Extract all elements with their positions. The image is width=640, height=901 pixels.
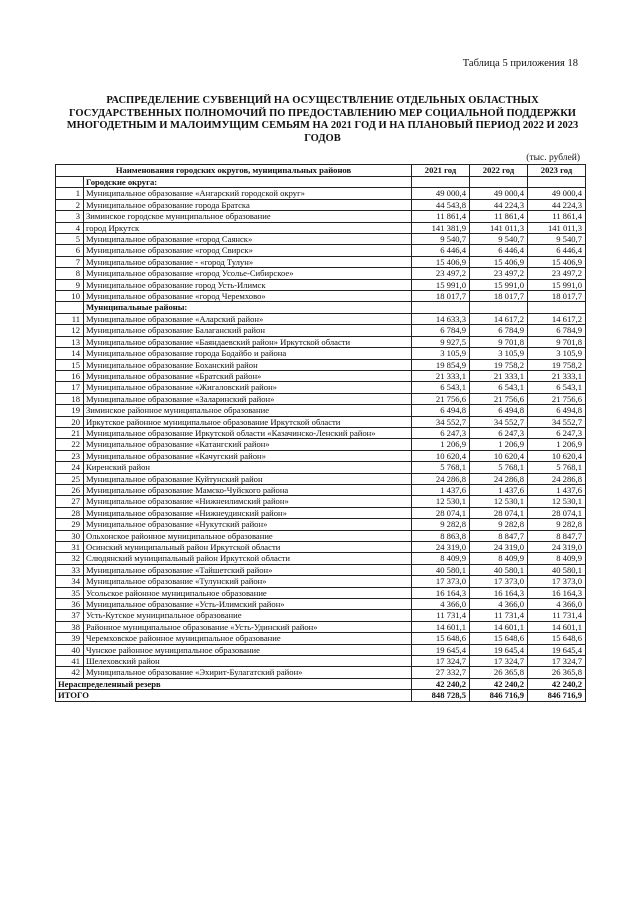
- value-2021: 40 580,1: [412, 564, 470, 575]
- value-2022: 42 240,2: [470, 678, 528, 689]
- municipality-name: Муниципальное образование Мамско-Чуйского района: [84, 484, 412, 495]
- value-2022: 6 784,9: [470, 325, 528, 336]
- value-2021: 18 017,7: [412, 291, 470, 302]
- value-2021: 15 991,0: [412, 279, 470, 290]
- row-number: 28: [56, 507, 84, 518]
- municipality-name: Муниципальное образование Куйтунский район: [84, 473, 412, 484]
- row-number: 17: [56, 382, 84, 393]
- value-2023: 12 530,1: [528, 496, 586, 507]
- row-number: 27: [56, 496, 84, 507]
- value-2023: 9 701,8: [528, 336, 586, 347]
- value-2023: 6 446,4: [528, 245, 586, 256]
- value-2023: 5 768,1: [528, 462, 586, 473]
- municipality-name: Муниципальное образование город Усть-Илимск: [84, 279, 412, 290]
- value-2022: 28 074,1: [470, 507, 528, 518]
- value-2022: 141 011,3: [470, 222, 528, 233]
- value-2023: 16 164,3: [528, 587, 586, 598]
- row-number: 41: [56, 656, 84, 667]
- value-2023: 42 240,2: [528, 678, 586, 689]
- value-2023: 6 494,8: [528, 405, 586, 416]
- row-number: [56, 302, 84, 313]
- row-number: 10: [56, 291, 84, 302]
- value-2021: 17 373,0: [412, 576, 470, 587]
- value-2021: 1 437,6: [412, 484, 470, 495]
- value-2023: 44 224,3: [528, 199, 586, 210]
- row-number: 12: [56, 325, 84, 336]
- value-2021: 34 552,7: [412, 416, 470, 427]
- row-number: 11: [56, 313, 84, 324]
- table-row: [56, 234, 586, 245]
- value-2023: 24 319,0: [528, 542, 586, 553]
- subsidy-table: [55, 164, 586, 702]
- value-2023: 34 552,7: [528, 416, 586, 427]
- value-2021: 6 543,1: [412, 382, 470, 393]
- value-2022: 21 333,1: [470, 370, 528, 381]
- municipality-name: Муниципальное образование города Бодайбо и района: [84, 348, 412, 359]
- value-2022: 34 552,7: [470, 416, 528, 427]
- value-2022: 24 286,8: [470, 473, 528, 484]
- value-2021: 28 074,1: [412, 507, 470, 518]
- municipality-name: Муниципальное образование Балаганский район: [84, 325, 412, 336]
- row-number: 8: [56, 268, 84, 279]
- value-2022: 19 645,4: [470, 644, 528, 655]
- row-number: 40: [56, 644, 84, 655]
- value-2021: 1 206,9: [412, 439, 470, 450]
- table-row: [56, 405, 586, 416]
- value-2021: 24 319,0: [412, 542, 470, 553]
- value-2023: 21 756,6: [528, 393, 586, 404]
- table-row: [56, 188, 586, 199]
- value-2023: 10 620,4: [528, 450, 586, 461]
- value-2022: 18 017,7: [470, 291, 528, 302]
- value-2022: 8 847,7: [470, 530, 528, 541]
- header-2022: 2022 год: [470, 165, 528, 177]
- table-row: [56, 667, 586, 678]
- value-2023: 6 784,9: [528, 325, 586, 336]
- value-2022: 23 497,2: [470, 268, 528, 279]
- value-2023: 23 497,2: [528, 268, 586, 279]
- value-2021: 11 861,4: [412, 211, 470, 222]
- row-number: 1: [56, 188, 84, 199]
- row-number: 31: [56, 542, 84, 553]
- value-2022: 49 000,4: [470, 188, 528, 199]
- value-2022: 19 758,2: [470, 359, 528, 370]
- value-2021: 49 000,4: [412, 188, 470, 199]
- value-2022: [470, 302, 528, 313]
- value-2021: [412, 177, 470, 188]
- row-number: 33: [56, 564, 84, 575]
- row-number: 37: [56, 610, 84, 621]
- table-row: [56, 416, 586, 427]
- value-2021: 8 409,9: [412, 553, 470, 564]
- value-2023: 9 540,7: [528, 234, 586, 245]
- value-2022: 846 716,9: [470, 690, 528, 701]
- value-2021: 9 927,5: [412, 336, 470, 347]
- municipality-name: Муниципальное образование «Тайшетский район»: [84, 564, 412, 575]
- value-2022: 16 164,3: [470, 587, 528, 598]
- municipality-name: Муниципальное образование «Катангский район»: [84, 439, 412, 450]
- value-2021: 42 240,2: [412, 678, 470, 689]
- value-2022: 1 437,6: [470, 484, 528, 495]
- value-2021: 14 633,3: [412, 313, 470, 324]
- municipality-name: Усольское районное муниципальное образование: [84, 587, 412, 598]
- row-number: 24: [56, 462, 84, 473]
- value-2023: 19 758,2: [528, 359, 586, 370]
- row-number: 19: [56, 405, 84, 416]
- value-2021: 6 446,4: [412, 245, 470, 256]
- value-2021: 11 731,4: [412, 610, 470, 621]
- section-title: Городские округа:: [84, 177, 412, 188]
- value-2023: 141 011,3: [528, 222, 586, 233]
- value-2023: 14 601,1: [528, 621, 586, 632]
- value-2022: 17 373,0: [470, 576, 528, 587]
- value-2021: 848 728,5: [412, 690, 470, 701]
- value-2021: 12 530,1: [412, 496, 470, 507]
- municipality-name: Шелеховский район: [84, 656, 412, 667]
- value-2023: 9 282,8: [528, 519, 586, 530]
- municipality-name: Муниципальное образование «Аларский район»: [84, 313, 412, 324]
- value-2023: 26 365,8: [528, 667, 586, 678]
- municipality-name: Муниципальное образование «Нижнеудинский район»: [84, 507, 412, 518]
- value-2022: 24 319,0: [470, 542, 528, 553]
- municipality-name: Муниципальное образование «город Саянск»: [84, 234, 412, 245]
- municipality-name: Муниципальное образование Иркутской области «Казачинско-Ленский район»: [84, 427, 412, 438]
- value-2022: 12 530,1: [470, 496, 528, 507]
- row-number: 3: [56, 211, 84, 222]
- row-number: [56, 177, 84, 188]
- table-row: [56, 313, 586, 324]
- value-2021: [412, 302, 470, 313]
- municipality-name: Муниципальное образование «Ангарский городской округ»: [84, 188, 412, 199]
- value-2022: 1 206,9: [470, 439, 528, 450]
- units-label: (тыс. рублей): [526, 153, 580, 163]
- value-2023: 15 648,6: [528, 633, 586, 644]
- table-row: [56, 644, 586, 655]
- value-2022: 6 494,8: [470, 405, 528, 416]
- row-number: 25: [56, 473, 84, 484]
- value-2022: 15 406,9: [470, 256, 528, 267]
- municipality-name: Ольхонское районное муниципальное образование: [84, 530, 412, 541]
- total-label: ИТОГО: [56, 690, 412, 701]
- table-row: [56, 610, 586, 621]
- value-2023: 6 247,3: [528, 427, 586, 438]
- value-2023: 15 406,9: [528, 256, 586, 267]
- municipality-name: Муниципальное образование «Заларинский район»: [84, 393, 412, 404]
- value-2021: 3 105,9: [412, 348, 470, 359]
- value-2022: 15 991,0: [470, 279, 528, 290]
- table-row: [56, 245, 586, 256]
- row-number: 26: [56, 484, 84, 495]
- value-2021: 21 333,1: [412, 370, 470, 381]
- municipality-name: Муниципальное образование «Эхирит-Булагатский район»: [84, 667, 412, 678]
- table-row: [56, 370, 586, 381]
- row-number: 21: [56, 427, 84, 438]
- value-2021: 19 645,4: [412, 644, 470, 655]
- value-2022: 9 282,8: [470, 519, 528, 530]
- municipality-name: Муниципальное образование Боханский район: [84, 359, 412, 370]
- value-2022: 14 601,1: [470, 621, 528, 632]
- municipality-name: Усть-Кутское муниципальное образование: [84, 610, 412, 621]
- table-row: [56, 336, 586, 347]
- table-row: [56, 348, 586, 359]
- table-row: [56, 621, 586, 632]
- municipality-name: Муниципальное образование «город Черемхово»: [84, 291, 412, 302]
- municipality-name: Чунское районное муниципальное образование: [84, 644, 412, 655]
- value-2021: 5 768,1: [412, 462, 470, 473]
- row-number: 9: [56, 279, 84, 290]
- table-row: [56, 222, 586, 233]
- value-2022: 11 731,4: [470, 610, 528, 621]
- value-2022: 9 701,8: [470, 336, 528, 347]
- row-number: 15: [56, 359, 84, 370]
- row-number: 32: [56, 553, 84, 564]
- value-2022: 6 543,1: [470, 382, 528, 393]
- value-2023: 18 017,7: [528, 291, 586, 302]
- table-row: [56, 633, 586, 644]
- value-2023: 49 000,4: [528, 188, 586, 199]
- table-row: [56, 439, 586, 450]
- value-2021: 8 863,8: [412, 530, 470, 541]
- municipality-name: Муниципальное образование города Братска: [84, 199, 412, 210]
- value-2023: [528, 177, 586, 188]
- municipality-name: Муниципальное образование «город Усолье-Сибирское»: [84, 268, 412, 279]
- section-row: [56, 177, 586, 188]
- value-2022: 6 446,4: [470, 245, 528, 256]
- value-2023: 1 206,9: [528, 439, 586, 450]
- total-row: [56, 678, 586, 689]
- municipality-name: Районное муниципальное образование «Усть-Удинский район»: [84, 621, 412, 632]
- row-number: 23: [56, 450, 84, 461]
- table-row: [56, 587, 586, 598]
- row-number: 34: [56, 576, 84, 587]
- value-2021: 6 784,9: [412, 325, 470, 336]
- value-2021: 141 381,9: [412, 222, 470, 233]
- value-2023: 846 716,9: [528, 690, 586, 701]
- value-2021: 23 497,2: [412, 268, 470, 279]
- value-2023: 17 324,7: [528, 656, 586, 667]
- row-number: 13: [56, 336, 84, 347]
- value-2021: 9 540,7: [412, 234, 470, 245]
- row-number: 7: [56, 256, 84, 267]
- total-row: [56, 690, 586, 701]
- value-2023: 40 580,1: [528, 564, 586, 575]
- value-2022: 15 648,6: [470, 633, 528, 644]
- value-2023: [528, 302, 586, 313]
- municipality-name: Муниципальное образование «Баяндаевский район» Иркутской области: [84, 336, 412, 347]
- municipality-name: Муниципальное образование «Нижнеилимский район»: [84, 496, 412, 507]
- value-2022: 17 324,7: [470, 656, 528, 667]
- table-row: [56, 484, 586, 495]
- table-row: [56, 564, 586, 575]
- header-2023: 2023 год: [528, 165, 586, 177]
- value-2022: 14 617,2: [470, 313, 528, 324]
- table-row: [56, 656, 586, 667]
- municipality-name: Муниципальное образование - «город Тулун»: [84, 256, 412, 267]
- value-2022: 26 365,8: [470, 667, 528, 678]
- value-2021: 16 164,3: [412, 587, 470, 598]
- table-row: [56, 450, 586, 461]
- value-2021: 10 620,4: [412, 450, 470, 461]
- table-header-row: [56, 165, 586, 177]
- municipality-name: Иркутское районное муниципальное образование Иркутской области: [84, 416, 412, 427]
- table-row: [56, 279, 586, 290]
- section-row: [56, 302, 586, 313]
- value-2022: 21 756,6: [470, 393, 528, 404]
- row-number: 22: [56, 439, 84, 450]
- header-2021: 2021 год: [412, 165, 470, 177]
- municipality-name: Муниципальное образование «Усть-Илимский район»: [84, 599, 412, 610]
- municipality-name: Муниципальное образование «Жигаловский район»: [84, 382, 412, 393]
- value-2021: 17 324,7: [412, 656, 470, 667]
- table-row: [56, 268, 586, 279]
- value-2021: 14 601,1: [412, 621, 470, 632]
- table-row: [56, 473, 586, 484]
- value-2022: 9 540,7: [470, 234, 528, 245]
- value-2021: 21 756,6: [412, 393, 470, 404]
- row-number: 39: [56, 633, 84, 644]
- value-2022: [470, 177, 528, 188]
- value-2021: 19 854,9: [412, 359, 470, 370]
- municipality-name: Муниципальное образование «Нукутский район»: [84, 519, 412, 530]
- header-name: Наименования городских округов, муниципальных районов: [56, 165, 412, 177]
- row-number: 30: [56, 530, 84, 541]
- value-2023: 24 286,8: [528, 473, 586, 484]
- value-2022: 3 105,9: [470, 348, 528, 359]
- row-number: 16: [56, 370, 84, 381]
- row-number: 6: [56, 245, 84, 256]
- value-2023: 11 731,4: [528, 610, 586, 621]
- total-label: Нераспределенный резерв: [56, 678, 412, 689]
- value-2022: 6 247,3: [470, 427, 528, 438]
- table-row: [56, 542, 586, 553]
- value-2023: 17 373,0: [528, 576, 586, 587]
- table-row: [56, 530, 586, 541]
- value-2022: 40 580,1: [470, 564, 528, 575]
- table-row: [56, 553, 586, 564]
- table-row: [56, 199, 586, 210]
- value-2021: 15 406,9: [412, 256, 470, 267]
- appendix-label: Таблица 5 приложения 18: [462, 58, 578, 69]
- value-2023: 3 105,9: [528, 348, 586, 359]
- document-title: РАСПРЕДЕЛЕНИЕ СУБВЕНЦИЙ НА ОСУЩЕСТВЛЕНИЕ ОТДЕЛЬНЫХ ОБЛАСТНЫХ ГОСУДАРСТВЕННЫХ ПОЛНОМОЧИЙ ПО ПРЕДОСТАВЛЕНИЮ МЕР СОЦИАЛЬНОЙ ПОДДЕРЖКИ МНОГОДЕТНЫМ И МАЛОИМУЩИМ СЕМЬЯМ НА 2021 ГОД И НА ПЛАНОВЫЙ ПЕРИОД 2022 И 2023 ГОДОВ: [66, 95, 579, 144]
- table-row: [56, 576, 586, 587]
- row-number: 36: [56, 599, 84, 610]
- table-row: [56, 393, 586, 404]
- municipality-name: Муниципальное образование «город Свирск»: [84, 245, 412, 256]
- municipality-name: город Иркутск: [84, 222, 412, 233]
- value-2022: 5 768,1: [470, 462, 528, 473]
- value-2021: 24 286,8: [412, 473, 470, 484]
- section-title: Муниципальные районы:: [84, 302, 412, 313]
- municipality-name: Муниципальное образование «Братский район»: [84, 370, 412, 381]
- row-number: 4: [56, 222, 84, 233]
- value-2021: 4 366,0: [412, 599, 470, 610]
- table-row: [56, 427, 586, 438]
- row-number: 29: [56, 519, 84, 530]
- table-row: [56, 291, 586, 302]
- row-number: 14: [56, 348, 84, 359]
- municipality-name: Зиминское городское муниципальное образование: [84, 211, 412, 222]
- table-row: [56, 382, 586, 393]
- municipality-name: Осинский муниципальный район Иркутской области: [84, 542, 412, 553]
- row-number: 42: [56, 667, 84, 678]
- municipality-name: Черемховское районное муниципальное образование: [84, 633, 412, 644]
- value-2021: 15 648,6: [412, 633, 470, 644]
- table-row: [56, 256, 586, 267]
- value-2022: 4 366,0: [470, 599, 528, 610]
- table-row: [56, 211, 586, 222]
- table-row: [56, 325, 586, 336]
- value-2023: 15 991,0: [528, 279, 586, 290]
- municipality-name: Зиминское районное муниципальное образование: [84, 405, 412, 416]
- table-row: [56, 359, 586, 370]
- table-row: [56, 462, 586, 473]
- row-number: 5: [56, 234, 84, 245]
- value-2023: 8 847,7: [528, 530, 586, 541]
- value-2023: 19 645,4: [528, 644, 586, 655]
- municipality-name: Муниципальное образование «Тулунский район»: [84, 576, 412, 587]
- table-row: [56, 599, 586, 610]
- row-number: 35: [56, 587, 84, 598]
- value-2023: 21 333,1: [528, 370, 586, 381]
- value-2022: 10 620,4: [470, 450, 528, 461]
- value-2023: 4 366,0: [528, 599, 586, 610]
- row-number: 20: [56, 416, 84, 427]
- row-number: 2: [56, 199, 84, 210]
- row-number: 18: [56, 393, 84, 404]
- value-2023: 1 437,6: [528, 484, 586, 495]
- value-2021: 44 543,8: [412, 199, 470, 210]
- value-2023: 6 543,1: [528, 382, 586, 393]
- table-row: [56, 496, 586, 507]
- value-2023: 11 861,4: [528, 211, 586, 222]
- municipality-name: Слюдянский муниципальный район Иркутской области: [84, 553, 412, 564]
- value-2022: 8 409,9: [470, 553, 528, 564]
- value-2023: 8 409,9: [528, 553, 586, 564]
- municipality-name: Муниципальное образование «Качугский район»: [84, 450, 412, 461]
- municipality-name: Киренский район: [84, 462, 412, 473]
- value-2022: 11 861,4: [470, 211, 528, 222]
- value-2021: 6 247,3: [412, 427, 470, 438]
- table-row: [56, 519, 586, 530]
- value-2021: 6 494,8: [412, 405, 470, 416]
- table-row: [56, 507, 586, 518]
- value-2021: 27 332,7: [412, 667, 470, 678]
- row-number: 38: [56, 621, 84, 632]
- value-2023: 14 617,2: [528, 313, 586, 324]
- value-2023: 28 074,1: [528, 507, 586, 518]
- value-2021: 9 282,8: [412, 519, 470, 530]
- value-2022: 44 224,3: [470, 199, 528, 210]
